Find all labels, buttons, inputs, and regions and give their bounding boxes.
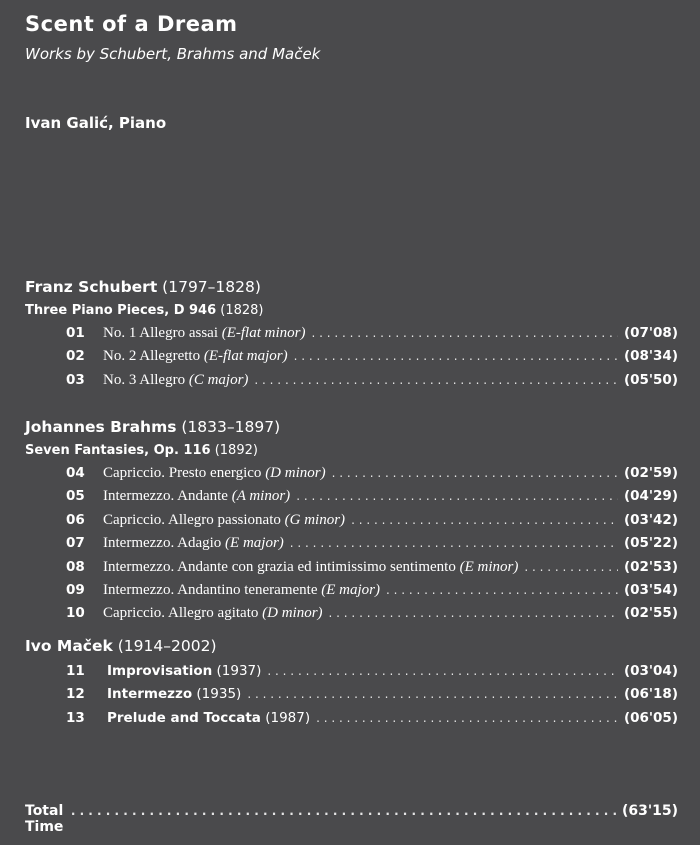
track-row [66, 325, 678, 345]
total-time-label: Total Time [25, 803, 64, 835]
track-duration: (04'29) [623, 488, 678, 504]
track-number: 05 [66, 488, 85, 504]
dot-leader [267, 664, 618, 678]
track-duration: (02'53) [623, 559, 678, 575]
track-duration: (06'18) [623, 686, 678, 702]
composer-name: Franz Schubert [25, 278, 158, 296]
track-duration: (07'08) [623, 325, 678, 341]
track-duration: (05'50) [623, 372, 678, 388]
track-duration: (02'59) [623, 465, 678, 481]
track-row [66, 605, 678, 625]
work-heading [25, 443, 258, 458]
track-row [66, 372, 678, 392]
track-row [66, 686, 678, 706]
composer-heading [25, 278, 261, 296]
track-number: 01 [66, 325, 85, 341]
dot-leader [332, 466, 618, 480]
track-number: 11 [66, 663, 85, 679]
track-title: Capriccio. Presto energico (D minor) [103, 465, 326, 481]
composer-heading [25, 418, 280, 436]
track-row [66, 663, 678, 683]
dot-leader [316, 711, 618, 725]
composer-dates: (1914–2002) [117, 637, 217, 655]
track-number: 07 [66, 535, 85, 551]
dot-leader [296, 489, 618, 503]
total-time-value: (63'15) [621, 803, 678, 819]
composer-dates: (1833–1897) [181, 418, 281, 436]
track-title: No. 1 Allegro assai (E-flat minor) [103, 325, 306, 341]
track-number: 12 [66, 686, 85, 702]
track-title: Improvisation (1937) [107, 663, 262, 679]
work-year: (1892) [214, 443, 258, 458]
dot-leader [254, 373, 618, 387]
track-duration: (03'04) [623, 663, 678, 679]
track-row [66, 559, 678, 579]
composer-heading [25, 637, 217, 655]
total-time-row [25, 803, 678, 835]
track-title: Capriccio. Allegro agitato (D minor) [103, 605, 323, 621]
track-duration: (02'55) [623, 605, 678, 621]
track-number: 02 [66, 348, 85, 364]
dot-leader [329, 606, 618, 620]
track-duration: (03'54) [623, 582, 678, 598]
track-number: 03 [66, 372, 85, 388]
track-title: No. 2 Allegretto (E-flat major) [103, 348, 288, 364]
track-duration: (06'05) [623, 710, 678, 726]
track-row [66, 582, 678, 602]
track-number: 06 [66, 512, 85, 528]
dot-leader [247, 687, 618, 701]
track-duration: (03'42) [623, 512, 678, 528]
track-title: Intermezzo. Adagio (E major) [103, 535, 284, 551]
dot-leader [290, 536, 618, 550]
dot-leader [71, 804, 618, 818]
track-title: No. 3 Allegro (C major) [103, 372, 249, 388]
track-duration: (08'34) [623, 348, 678, 364]
track-number: 13 [66, 710, 85, 726]
work-name: Seven Fantasies, Op. 116 [25, 443, 211, 458]
track-number: 08 [66, 559, 85, 575]
track-title: Intermezzo. Andante (A minor) [103, 488, 291, 504]
work-name: Three Piano Pieces, D 946 [25, 303, 217, 318]
track-row [66, 535, 678, 555]
track-row [66, 512, 678, 532]
track-title: Capriccio. Allegro passionato (G minor) [103, 512, 346, 528]
track-row [66, 465, 678, 485]
track-number: 10 [66, 605, 85, 621]
work-heading [25, 303, 264, 318]
dot-leader [524, 560, 618, 574]
track-row [66, 488, 678, 508]
performer: Ivan Galić, Piano [25, 114, 167, 132]
track-number: 04 [66, 465, 85, 481]
dot-leader [386, 583, 618, 597]
track-row [66, 348, 678, 368]
track-duration: (05'22) [623, 535, 678, 551]
track-number: 09 [66, 582, 85, 598]
album-title: Scent of a Dream [25, 12, 238, 36]
dot-leader [351, 513, 618, 527]
track-row [66, 710, 678, 730]
track-title: Intermezzo (1935) [107, 686, 242, 702]
track-title: Intermezzo. Andante con grazia ed intimissimo sentimento (E minor) [103, 559, 519, 575]
track-title: Prelude and Toccata (1987) [107, 710, 311, 726]
composer-dates: (1797–1828) [162, 278, 261, 296]
dot-leader [311, 326, 617, 340]
composer-name: Johannes Brahms [25, 418, 177, 436]
track-title: Intermezzo. Andantino teneramente (E major) [103, 582, 380, 598]
album-subtitle: Works by Schubert, Brahms and Maček [25, 45, 321, 63]
dot-leader [294, 349, 618, 363]
work-year: (1828) [220, 303, 264, 318]
composer-name: Ivo Maček [25, 637, 113, 655]
